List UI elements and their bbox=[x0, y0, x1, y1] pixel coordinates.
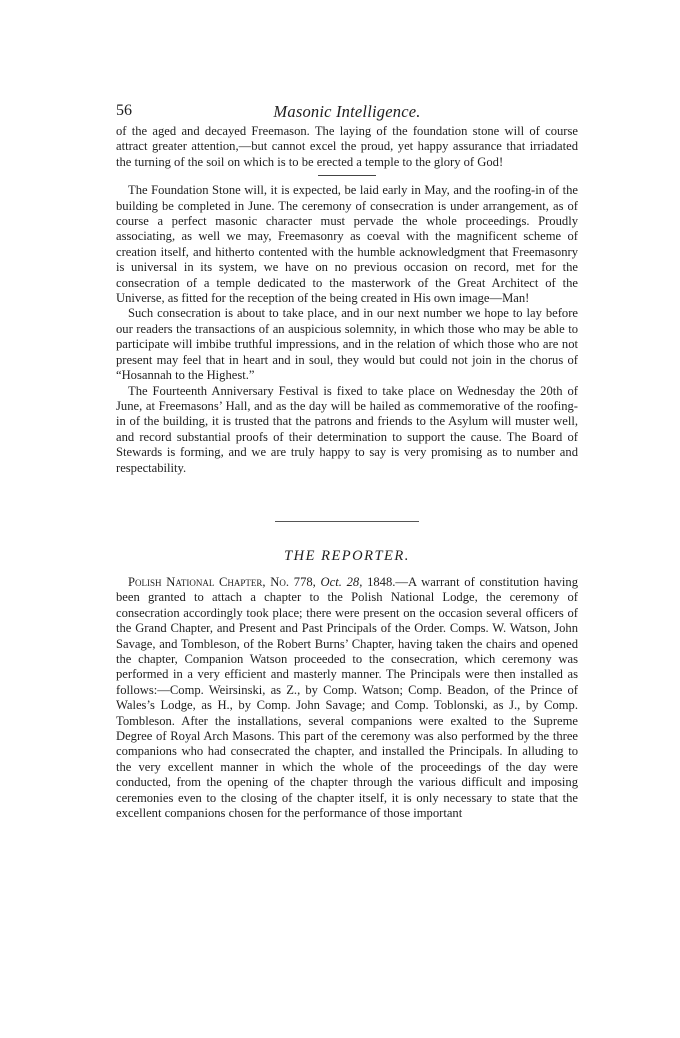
article-paragraph: Such consecration is about to take place, and in our next number we hope to lay before our readers the transactions of an auspicious solemnity, in which those who may be able to participate will imbibe truthful impressions, and in the relation of which those who are not present may feel that in heart and in soul, they would but could not join in the chorus of “Hosannah to the Highest.” bbox=[116, 306, 578, 383]
section-divider bbox=[275, 521, 419, 522]
reporter-paragraph bbox=[116, 575, 578, 822]
report-body: 1848.—A warrant of constitution having been granted to attach a chapter to the Polish National Lodge, the ceremony of consecration accordingly took place; there were present on the occasion several officers of the Grand Chapter, and Present and Past Principals of the Order. Comps. W. Watson, John Savage, and Tombleson, of the Robert Burns’ Chapter, having taken the chairs and opened the chapter, Companion Watson proceeded to the consecration, which ceremony was performed in a very efficient and masterly manner. The Principals were then installed as follows:—Comp. Weirsinski, as Z., by Comp. Watson; Comp. Beadon, of the Prince of Wales’s Lodge, as H., by Comp. John Savage; and Comp. Toblonski, as J., by Comp. Tombleson. After the installations, several companions were exalted to the Supreme Degree of Royal Arch Masons. This part of the ceremony was also performed by the three companions who had consecrated the chapter, and installed the Principals. In alluding to the very excellent manner in which the whole of the proceedings of the day were conducted, from the opening of the chapter through the various difficult and imposing ceremonies even to the closing of the chapter itself, it is only necessary to state that the excellent companions chosen for the performance of those important bbox=[116, 574, 578, 821]
section-heading: THE REPORTER. bbox=[284, 547, 410, 564]
book-page bbox=[116, 98, 578, 821]
running-head bbox=[116, 98, 578, 124]
masonic-intelligence-article bbox=[116, 124, 578, 476]
article-paragraph: The Fourteenth Anniversary Festival is fixed to take place on Wednesday the 20th of June, at Freemasons’ Hall, and as the day will be hailed as commemorative of the roofing-in of the building, it is trusted that the patrons and friends to the Asylum will muster well, and record substantial proofs of their determination to support the cause. The Board of Stewards is forming, and we are truly happy to say is very promising as to number and respectability. bbox=[116, 383, 578, 475]
running-title: Masonic Intelligence. bbox=[273, 102, 421, 121]
report-date: Oct. 28, bbox=[320, 574, 363, 589]
paragraph-divider bbox=[318, 175, 376, 176]
page-number: 56 bbox=[116, 102, 132, 119]
article-paragraph: The Foundation Stone will, it is expected, be laid early in May, and the roofing-in of the building be completed in June. The ceremony of consecration is under arrangement, as of course a perfect masonic character must pervade the whole proceedings. Proudly associating, as well we may, Freemasonry as coeval with the magnificent scheme of creation itself, and hitherto contented with the humble acknowledgment that Freemasonry is universal in its system, we have on no previous occasion on record, met for the consecration of a temple dedicated to the masterwork of the Great Architect of the Universe, as fitted for the reception of the being created in His own image—Man! bbox=[116, 183, 578, 306]
chapter-name: Polish National Chapter, No. 778, bbox=[128, 574, 316, 589]
article-paragraph: of the aged and decayed Freemason. The laying of the foundation stone will of course attract greater attention,—but cannot excel the proud, yet happy assurance that irriadated the turning of the soil on which is to be erected a temple to the glory of God! bbox=[116, 124, 578, 169]
